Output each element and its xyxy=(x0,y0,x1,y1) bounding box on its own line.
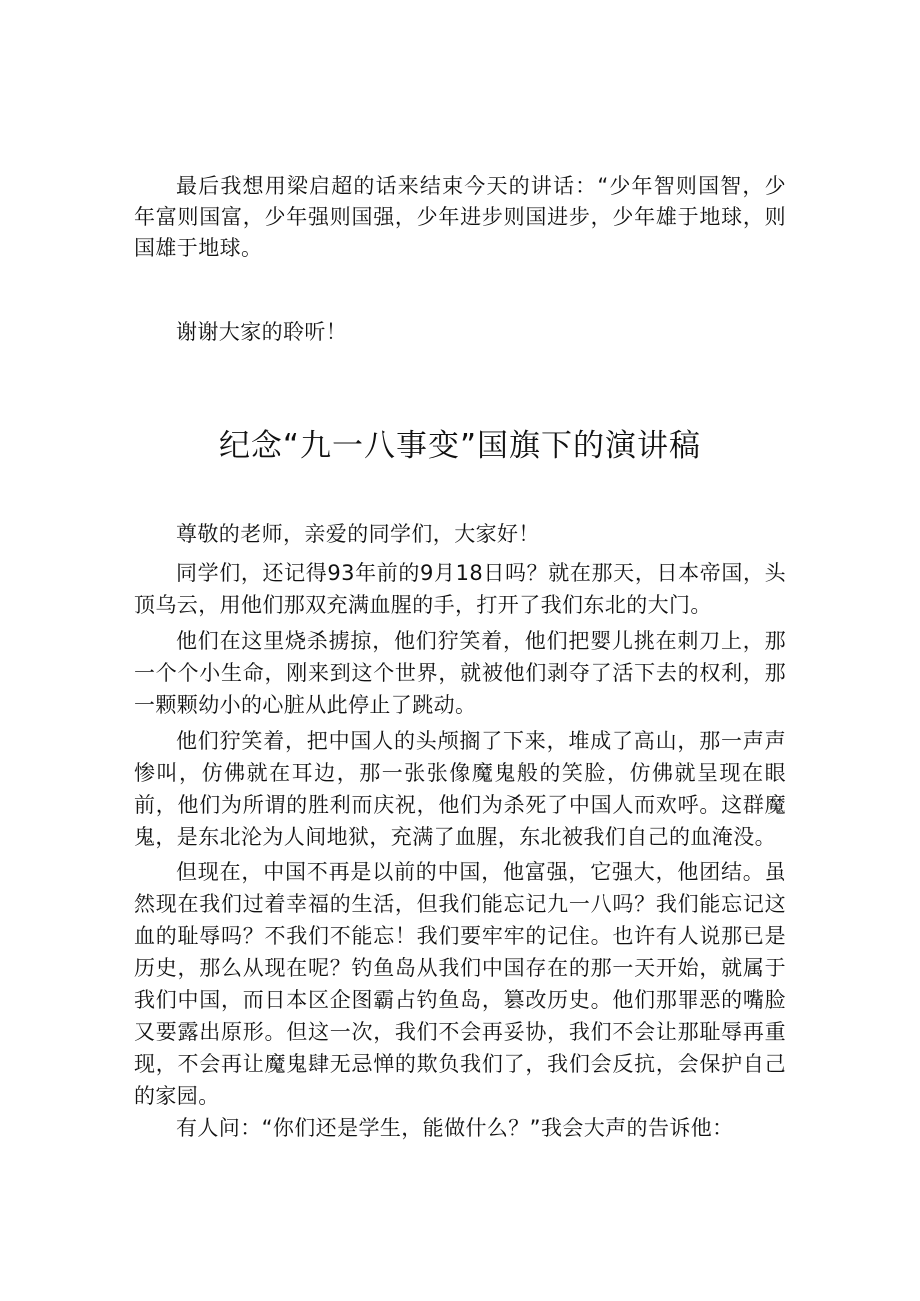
body-paragraph-5: 有人问：“你们还是学生，能做什么？”我会大声的告诉他： xyxy=(176,1116,734,1140)
greeting-paragraph: 尊敬的老师，亲爱的同学们，大家好！ xyxy=(176,522,540,546)
body-paragraph-3: 他们狞笑着，把中国人的头颅搁了下来，堆成了高山，那一声声惨叫，仿佛就在耳边，那一张张像魔鬼般的笑脸，仿佛就呈现在眼前，他们为所谓的胜利而庆祝，他们为杀死了中国人而欢呼。这群魔鬼，是东北沦为人间地狱，充满了血腥，东北被我们自己的血淹没。 xyxy=(134,729,786,849)
body-paragraph-4: 但现在，中国不再是以前的中国，他富强，它强大，他团结。虽然现在我们过着幸福的生活，但我们能忘记九一八吗？我们能忘记这血的耻辱吗？不我们不能忘！我们要牢牢的记住。也许有人说那已是历史，那么从现在呢？钓鱼岛从我们中国存在的那一天开始，就属于我们中国，而日本区企图霸占钓鱼岛，篡改历史。他们那罪恶的嘴脸又要露出原形。但这一次，我们不会再妥协，我们不会让那耻辱再重现，不会再让魔鬼肆无忌惮的欺负我们了，我们会反抗，会保护自己的家园。 xyxy=(134,860,786,1108)
body-paragraph-2: 他们在这里烧杀掳掠，他们狞笑着，他们把婴儿挑在刺刀上，那一个个小生命，刚来到这个世界，就被他们剥夺了活下去的权利，那一颗颗幼小的心脏从此停止了跳动。 xyxy=(134,629,786,717)
body-paragraph-1: 同学们，还记得93年前的9月18日吗？就在那天，日本帝国，头顶乌云，用他们那双充满血腥的手，打开了我们东北的大门。 xyxy=(134,561,786,617)
thanks-paragraph: 谢谢大家的聆听！ xyxy=(176,320,348,344)
speech-title: 纪念“九一八事变”国旗下的演讲稿 xyxy=(218,428,702,464)
closing-quote-paragraph: 最后我想用梁启超的话来结束今天的讲话：“少年智则国智，少年富则国富，少年强则国强，少年进步则国进步，少年雄于地球，则国雄于地球。 xyxy=(134,174,786,260)
